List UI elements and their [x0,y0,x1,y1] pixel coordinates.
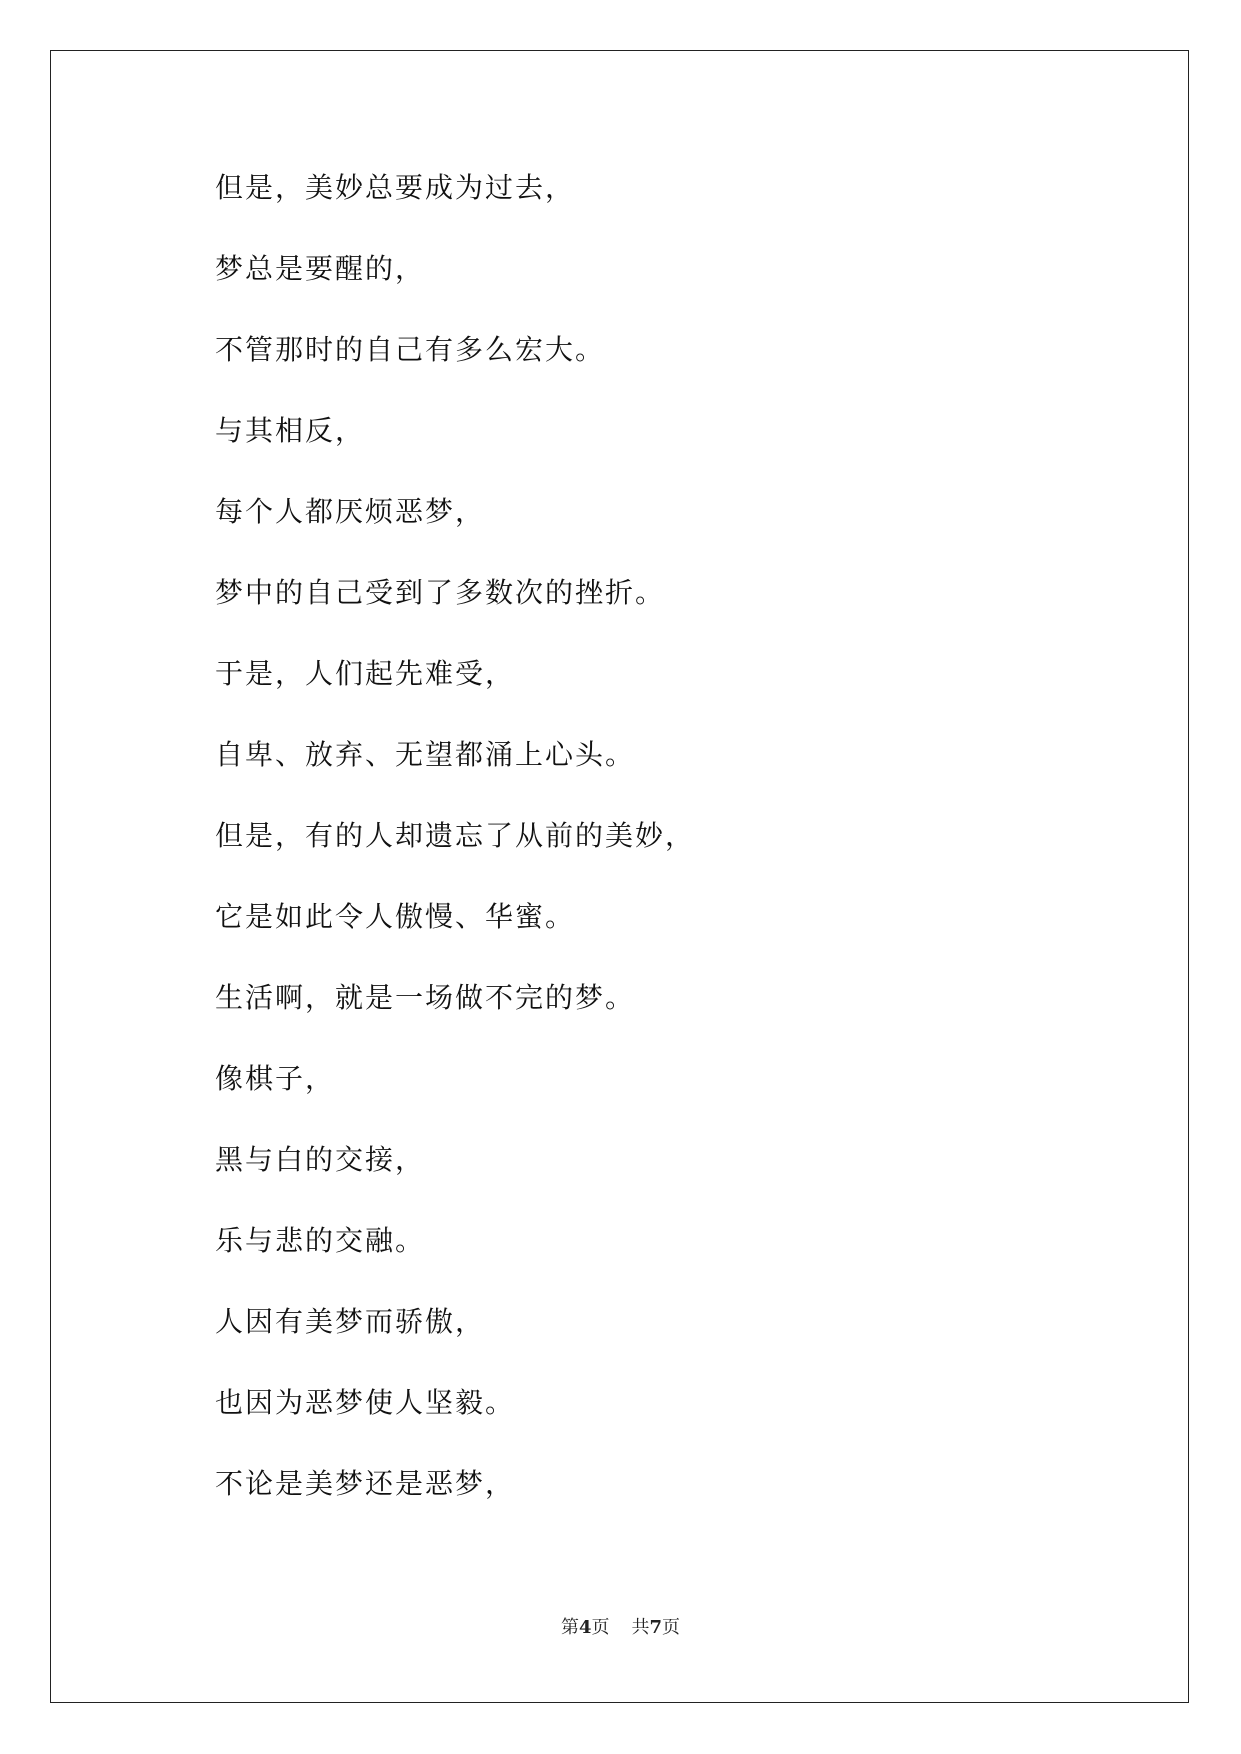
page-number: 4 [578,1617,592,1638]
total-suffix: 页 [662,1617,681,1638]
poem-line: 于是，人们起先难受， [215,657,516,690]
page-footer [0,1616,1241,1640]
poem-line: 不管那时的自己有多么宏大。 [215,333,606,366]
poem-line: 但是，美妙总要成为过去， [215,171,576,204]
page-suffix: 页 [591,1617,610,1638]
poem-line: 自卑、放弃、无望都涌上心头。 [215,738,636,771]
total-prefix: 共 [631,1617,650,1638]
poem-line: 梦中的自己受到了多数次的挫折。 [215,576,666,609]
poem-line: 人因有美梦而骄傲， [215,1305,486,1338]
poem-line: 像棋子， [215,1062,336,1095]
total-pages: 7 [649,1617,663,1638]
poem-line: 与其相反， [215,414,366,447]
poem-line: 黑与白的交接， [215,1143,426,1176]
poem-line: 每个人都厌烦恶梦， [215,495,486,528]
poem-line: 生活啊，就是一场做不完的梦。 [215,981,636,1014]
poem-line: 乐与悲的交融。 [215,1224,426,1257]
poem-line: 也因为恶梦使人坚毅。 [215,1386,516,1419]
poem-line: 不论是美梦还是恶梦， [215,1467,516,1500]
poem-line: 但是，有的人却遗忘了从前的美妙， [215,819,696,852]
poem-line: 它是如此令人傲慢、华蜜。 [215,900,576,933]
poem-body [215,168,695,1545]
page-prefix: 第 [560,1617,579,1638]
poem-line: 梦总是要醒的， [215,252,426,285]
